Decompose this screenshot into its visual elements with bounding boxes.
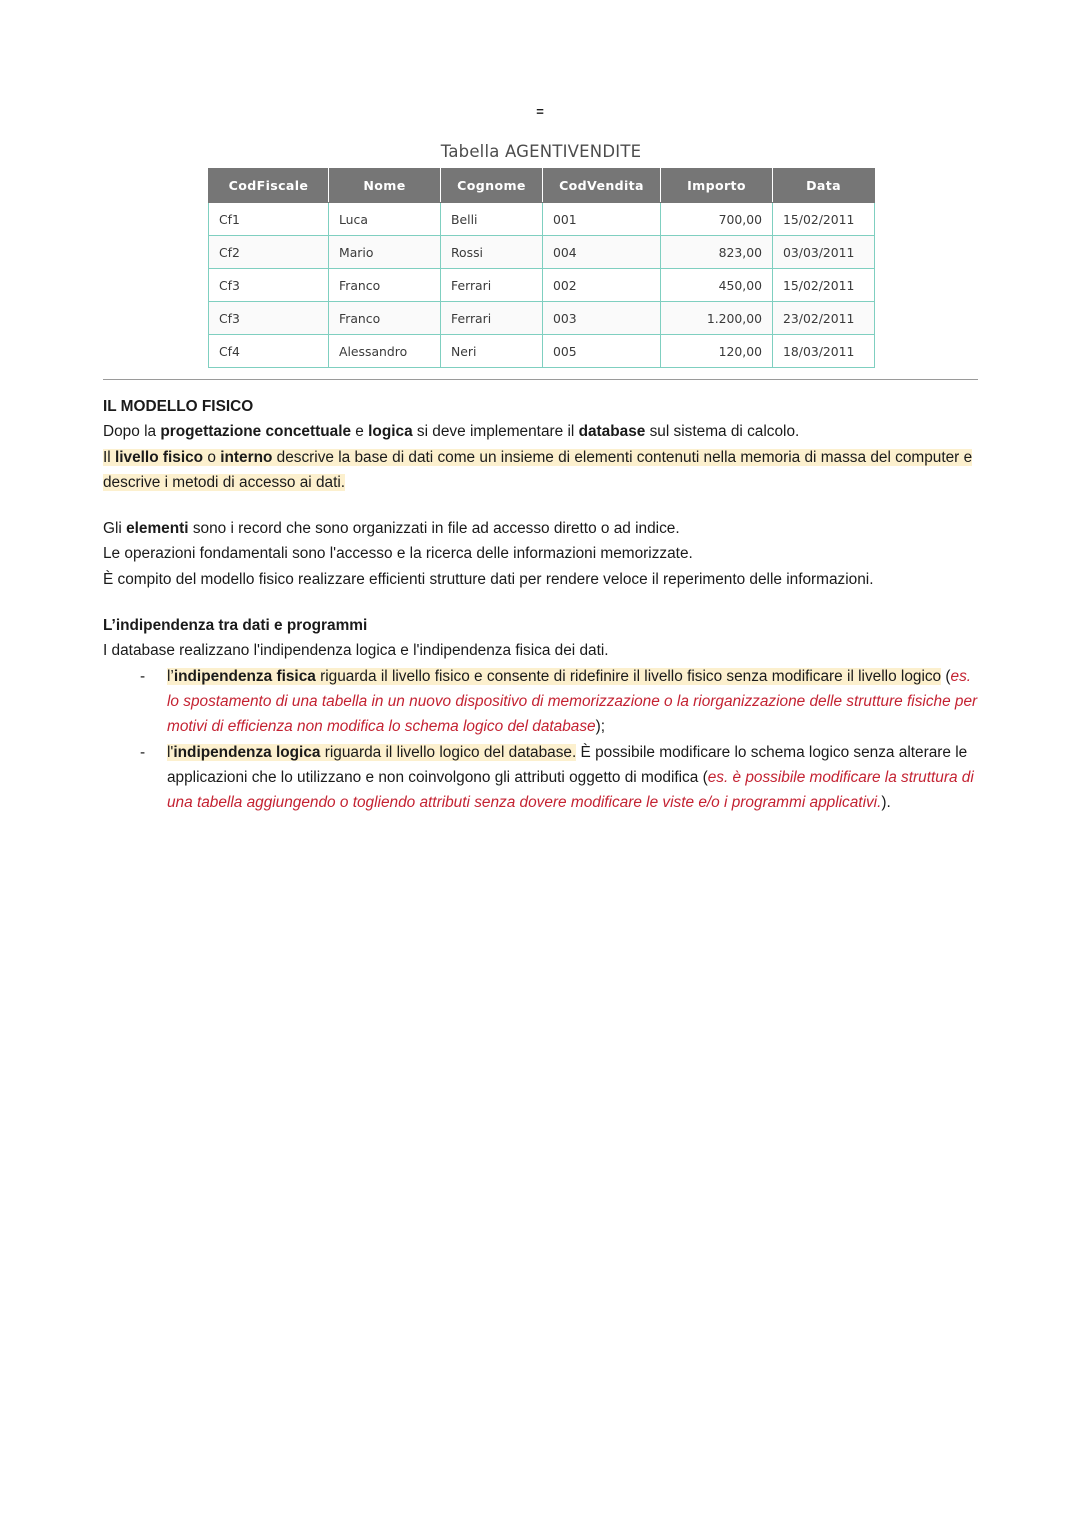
text-bold-database: database	[578, 423, 646, 441]
heading-il-modello-fisico: IL MODELLO FISICO	[103, 398, 254, 415]
text-bold-indipendenza-fisica: indipendenza fisica	[173, 667, 316, 685]
spacer	[103, 592, 983, 613]
table-header-row	[209, 169, 875, 203]
text-fragment: o	[203, 448, 221, 466]
text-fragment: riguarda il livello fisico e consente di ridefinire il livello fisico senza modificare il livello logico	[315, 667, 942, 685]
text-fragment: e	[351, 423, 369, 441]
paragraph-livello-fisico-highlighted	[103, 445, 983, 496]
text-bold-interno: interno	[220, 448, 273, 466]
cell-importo: 700,00	[661, 203, 773, 236]
heading-indipendenza-dati-programmi: L’indipendenza tra dati e programmi	[103, 617, 368, 635]
section-divider	[103, 379, 978, 380]
column-header-nome: Nome	[329, 169, 441, 203]
cell-cognome: Ferrari	[441, 302, 543, 335]
cell-codvendita: 002	[543, 269, 661, 302]
cell-codfiscale: Cf3	[209, 269, 329, 302]
cell-codvendita: 003	[543, 302, 661, 335]
paragraph-operazioni-fondamentali: Le operazioni fondamentali sono l'accesso e la ricerca delle informazioni memorizzate.	[103, 545, 693, 563]
text-fragment: Dopo la	[103, 423, 161, 441]
paragraph-gli-elementi	[103, 516, 983, 541]
table-row	[209, 302, 875, 335]
spacer	[103, 495, 983, 516]
cell-nome: Franco	[329, 302, 441, 335]
cell-cognome: Neri	[441, 335, 543, 368]
table-row	[209, 203, 875, 236]
text-bold-progettazione-concettuale: progettazione concettuale	[160, 423, 352, 441]
text-open-paren: (	[941, 667, 951, 685]
cell-cognome: Rossi	[441, 236, 543, 269]
text-fragment: È possibile modificare lo schema logico senza alterare le applicazioni che lo utilizzano e non coinvolgono gli attributi oggetto di modifica	[167, 743, 968, 786]
text-close-paren: );	[595, 718, 606, 736]
table-row	[209, 236, 875, 269]
table-body	[209, 203, 875, 368]
text-fragment: Il	[103, 448, 115, 466]
highlighted-text	[103, 449, 972, 491]
red-italic-example: es. lo spostamento di una tabella in un nuovo dispositivo di memorizzazione o la riorganizzazione delle strutture fisiche per motivi di efficienza non modifica lo schema logico del database	[167, 667, 978, 736]
column-header-importo: Importo	[661, 169, 773, 203]
column-header-cognome: Cognome	[441, 169, 543, 203]
red-italic-example: es. è possibile modificare la struttura di una tabella aggiungendo o togliendo attributi senza dovere modificare le viste e/o i programmi applicativi.	[167, 768, 974, 812]
cell-codvendita: 004	[543, 236, 661, 269]
paragraph-dopo-progettazione	[103, 419, 983, 444]
agentivendite-table	[208, 168, 875, 368]
cell-data: 15/02/2011	[773, 203, 875, 236]
bullet-dash-marker: -	[140, 743, 146, 761]
cell-codfiscale: Cf3	[209, 302, 329, 335]
cell-importo: 823,00	[661, 236, 773, 269]
text-fragment: si deve implementare il	[412, 423, 579, 441]
cell-importo: 1.200,00	[661, 302, 773, 335]
text-fragment: descrive la base di dati come un insieme di elementi contenuti nella memoria di massa del computer e descrive i metodi di accesso ai dati.	[103, 448, 973, 491]
column-header-data: Data	[773, 169, 875, 203]
cell-codfiscale: Cf1	[209, 203, 329, 236]
text-open-paren: (	[698, 768, 708, 786]
highlighted-text	[167, 668, 941, 685]
cell-codfiscale: Cf2	[209, 236, 329, 269]
text-fragment: l’	[167, 667, 174, 685]
text-fragment: sono i record che sono organizzati in file ad accesso diretto o ad indice.	[188, 520, 680, 538]
list-item-indipendenza-logica	[103, 740, 983, 816]
table-header-row-group	[209, 169, 875, 203]
cell-nome: Franco	[329, 269, 441, 302]
cell-nome: Luca	[329, 203, 441, 236]
list-item-indipendenza-fisica	[103, 664, 983, 740]
text-bold-elementi: elementi	[126, 520, 189, 538]
column-header-codvendita: CodVendita	[543, 169, 661, 203]
cell-data: 23/02/2011	[773, 302, 875, 335]
independence-bullet-list	[103, 664, 983, 816]
paragraph-compito-modello-fisico: È compito del modello fisico realizzare efficienti strutture dati per rendere veloce il reperimento delle informazioni.	[103, 570, 874, 588]
text-close-paren: ).	[881, 794, 891, 812]
cell-codfiscale: Cf4	[209, 335, 329, 368]
text-bold-logica: logica	[368, 423, 413, 441]
agentivendite-table-block	[208, 142, 874, 368]
table-row	[209, 335, 875, 368]
text-bold-indipendenza-logica: indipendenza logica	[173, 743, 321, 761]
cell-cognome: Ferrari	[441, 269, 543, 302]
column-header-codfiscale: CodFiscale	[209, 169, 329, 203]
text-fragment: sul sistema di calcolo.	[645, 423, 800, 441]
highlighted-text	[167, 744, 576, 761]
cell-importo: 120,00	[661, 335, 773, 368]
cell-nome: Mario	[329, 236, 441, 269]
text-fragment: l'	[167, 743, 174, 761]
cell-importo: 450,00	[661, 269, 773, 302]
text-fragment: riguarda il livello logico del database.	[320, 743, 577, 761]
paragraph-database-realizzano: I database realizzano l'indipendenza logica e l'indipendenza fisica dei dati.	[103, 642, 609, 660]
table-caption: Tabella AGENTIVENDITE	[440, 142, 642, 161]
cell-nome: Alessandro	[329, 335, 441, 368]
cell-codvendita: 001	[543, 203, 661, 236]
cell-data: 03/03/2011	[773, 236, 875, 269]
bullet-dash-marker: -	[140, 667, 146, 685]
cell-data: 18/03/2011	[773, 335, 875, 368]
text-bold-livello-fisico: livello fisico	[114, 448, 204, 466]
body-content	[103, 394, 983, 815]
equals-symbol: =	[536, 104, 544, 119]
text-fragment: Gli	[103, 520, 127, 538]
cell-codvendita: 005	[543, 335, 661, 368]
cell-cognome: Belli	[441, 203, 543, 236]
table-row	[209, 269, 875, 302]
cell-data: 15/02/2011	[773, 269, 875, 302]
